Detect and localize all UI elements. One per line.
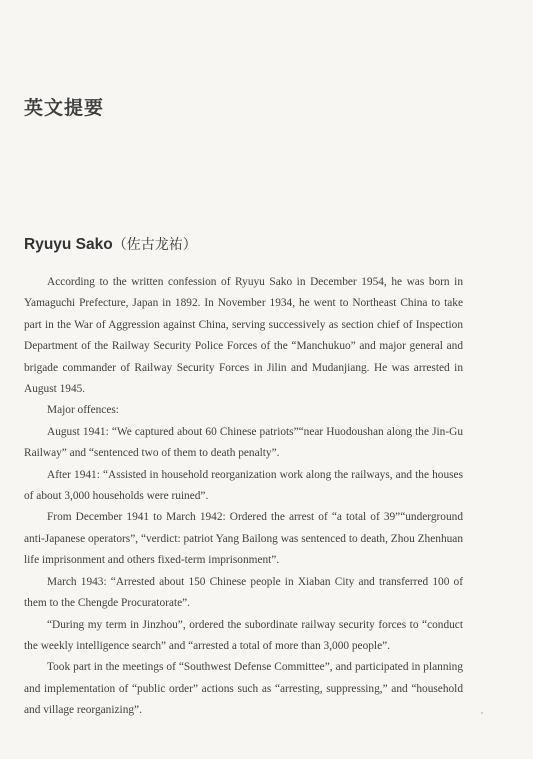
paragraph-offence-committee: Took part in the meetings of “Southwest Defense Committee”, and participated in planning and implementation of “public order” actions such as “arresting, suppressing,” and “household and village reorganizing”. [24, 661, 463, 717]
paragraph-offence-1941-august: August 1941: “We captured about 60 Chinese patriots”“near Huodoushan along the Jin-Gu Railway” and “sentenced two of them to death penalty”. [24, 425, 463, 460]
paragraph-offence-1943-march: March 1943: “Arrested about 150 Chinese people in Xiaban City and transferred 100 of them to the Chengde Procuratorate”. [24, 575, 463, 610]
paper-speck [481, 712, 483, 714]
paragraph-offence-after-1941: After 1941: “Assisted in household reorganization work along the railways, and the houses of about 3,000 households were ruined”. [24, 468, 463, 503]
body-text [24, 272, 463, 722]
person-name-heading [24, 234, 197, 254]
section-heading: 英文提要 [24, 97, 105, 119]
paragraph-offence-1941-1942: From December 1941 to March 1942: Ordered the arrest of “a total of 39”“underground anti-Japanese operators”, “verdict: patriot Yang Bailong was sentenced to death, Zhou Zhenhuan life imprisonment and others fixed-term imprisonment”. [24, 511, 463, 567]
paragraph-biography: According to the written confession of Ryuyu Sako in December 1954, he was born in Yamaguchi Prefecture, Japan in 1892. In November 1934, he went to Northeast China to take part in the War of Aggression against China, serving successively as section chief of Inspection Department of the Railway Security Police Forces of the “Manchukuo” and major general and brigade commander of Railway Security Forces in Jilin and Mudanjiang. He was arrested in August 1945. [24, 276, 463, 396]
paragraph-offence-jinzhou: “During my term in Jinzhou”, ordered the subordinate railway security forces to “conduct the weekly intelligence search” and “arrested a total of more than 3,000 people”. [24, 618, 463, 652]
person-name-latin: Ryuyu Sako [24, 236, 113, 253]
paragraph-offences-heading: Major offences: [47, 404, 119, 417]
person-name-cjk: （佐古龙祐） [112, 237, 197, 253]
